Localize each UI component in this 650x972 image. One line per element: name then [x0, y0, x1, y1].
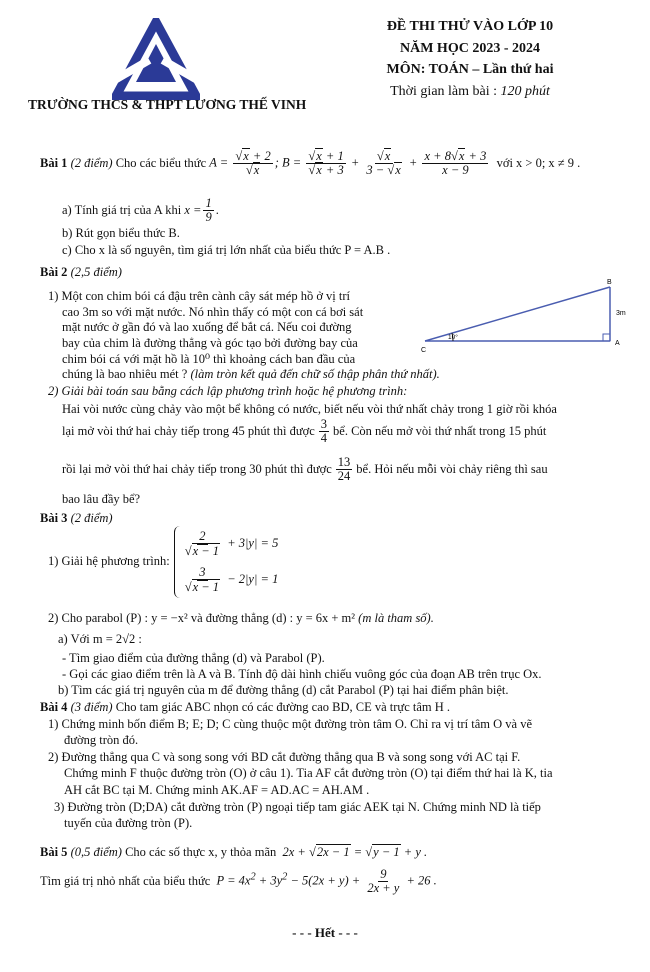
bai1-a-text: a) Tính giá trị của A khi — [62, 202, 182, 217]
bai2-p1-line4: bay của chim là đường thẳng và góc tạo bởi đường bay của — [62, 335, 358, 350]
bai4-heading — [40, 700, 450, 716]
bai2-p1-note: (làm tròn kết quả đến chữ số thập phân thứ nhất). — [190, 367, 440, 382]
bai3-p2-note: (m là tham số). — [358, 611, 434, 625]
bai2-p1-line2: cao 3m so với mặt nước. Nó nhìn thấy có một con cá bơi sát — [62, 304, 364, 319]
bai2-p1-line5: chim bói cá với mặt hồ là 10⁰ thì khoảng cách ban đầu của — [62, 351, 356, 366]
bai1-intro: Cho các biểu thức — [115, 155, 207, 170]
bai2-p2-line1: Hai vòi nước cùng chảy vào một bể không có nước, biết nếu vòi thứ nhất chảy trong 1 giờ rồi khóa — [62, 402, 557, 416]
bai5-line2 — [40, 868, 437, 895]
bai1-points: (2 điểm) — [70, 155, 113, 170]
bai2-points: (2,5 điểm) — [70, 265, 122, 279]
label-C: C — [421, 347, 427, 354]
bai4-p1-line2: đường tròn đó. — [64, 733, 139, 747]
bai3-points: (2 điểm) — [70, 511, 113, 525]
bai1-statement — [40, 150, 640, 177]
bai5-statement — [40, 845, 427, 861]
bai2-p2-line2a: lại mở vòi thứ hai chảy tiếp trong 45 phút thì được — [62, 423, 315, 438]
bai3-a2: - Gọi các giao điểm trên là A và B. Tính độ dài hình chiếu vuông góc của đoạn AB trên trục Ox. — [62, 667, 542, 681]
bai1-c: c) Cho x là số nguyên, tìm giá trị lớn nhất của biểu thức P = A.B . — [62, 243, 391, 257]
bai5-condition: 2x + √ 2x − 1 = √ y − 1 + y . — [283, 845, 428, 861]
bai2-heading — [40, 265, 122, 281]
bai4-p1-line1: 1) Chứng minh bốn điểm B; E; D; C cùng thuộc một đường tròn tâm O. Chỉ ra vị trí tâm O và vẽ — [48, 717, 532, 731]
bai5-intro: Cho các số thực x, y thỏa mãn — [125, 845, 277, 859]
bai3-p1-text: 1) Giải hệ phương trình: — [48, 554, 170, 569]
bai3-label: Bài 3 — [40, 511, 68, 525]
bai1-a: a) Tính giá trị của A khi x = $\frac{1}{9}$ . — [62, 196, 219, 225]
bai2-p1-line6 — [48, 367, 440, 383]
bai2-label: Bài 2 — [40, 265, 68, 279]
bai2-p2-line3: rồi lại mở vòi thứ hai chảy tiếp trong 30 phút thì được $\frac{13}{24}$ bể. Hỏi nếu mỗi vòi chảy riêng thì sau — [62, 455, 548, 484]
bai2-p2-line2b: bể. Còn nếu mở vòi thứ nhất trong 15 phút — [333, 423, 547, 438]
bai1-condition: với x > 0; x ≠ 9 . — [496, 155, 581, 170]
exam-title: ĐỀ THI THỬ VÀO LỚP 10 — [386, 19, 554, 34]
bai5-label: Bài 5 — [40, 845, 68, 859]
bai3-p2-text: 2) Cho parabol (P) : y = −x² và đường thẳng (d) : y = 6x + m² — [48, 611, 356, 625]
bai4-p3-line2: tuyến của đường tròn (P). — [64, 816, 193, 830]
bai4-points: (3 điểm) — [70, 700, 113, 714]
school-year: NĂM HỌC 2023 - 2024 — [400, 40, 540, 56]
bai2-p2-title: 2) Giải bài toán sau bằng cách lập phương trình hoặc hệ phương trình: — [48, 384, 408, 398]
school-name: TRƯỜNG THCS & THPT LƯƠNG THẾ VINH — [28, 97, 307, 112]
line-CB — [425, 287, 610, 341]
bai2-p1-question: chúng là bao nhiêu mét ? — [62, 367, 188, 382]
bai5-points: (0,5 điểm) — [70, 845, 122, 859]
bai3-part2 — [48, 611, 434, 627]
bai3-b: b) Tìm các giá trị nguyên của m để đường thẳng (d) cắt Parabol (P) tại hai điểm phân biệt. — [58, 683, 509, 697]
bai1-b: b) Rút gọn biểu thức B. — [62, 226, 180, 240]
bai2-p2-line3b: bể. Hỏi nếu mỗi vòi chảy riêng thì sau — [356, 461, 548, 476]
label-angle: 10° — [448, 334, 458, 341]
expr-A: A = √ x + 2 √ x ; B = √ x + 1 √ x + 3 + √ $\frac{x}{3 - √ x}$ + $\frac{x + 8√ x + 3}{x - 9}$ — [209, 150, 490, 177]
end-marker: - - - Hết - - - — [292, 925, 358, 940]
bai2-p2-line4: bao lâu đầy bể? — [62, 492, 141, 506]
bai3-a1: - Tìm giao điểm của đường thẳng (d) và Parabol (P). — [62, 651, 325, 665]
equation-system: 2 √ x − 1 + 3|y| = 5 3 √ x − 1 − 2|y| = 1 — [174, 526, 279, 598]
label-height: 3m — [616, 310, 626, 317]
bai2-part1 — [48, 289, 440, 383]
bai4-intro: Cho tam giác ABC nhọn có các đường cao BD, CE và trực tâm H . — [115, 700, 451, 714]
bai3-a: a) Với m = 2√2 : — [58, 632, 142, 646]
bai1-a-x: x = — [184, 202, 202, 217]
school-logo — [112, 18, 200, 100]
time-label: Thời gian làm bài : — [390, 83, 498, 99]
bai1-label: Bài 1 — [40, 155, 68, 170]
bai4-p2-line1: 2) Đường thẳng qua C và song song với BD cắt đường thẳng qua B và song song với AC tại F. — [48, 750, 521, 764]
time-limit — [340, 83, 600, 101]
bai3-part1 — [48, 526, 278, 598]
bai4-label: Bài 4 — [40, 700, 68, 714]
bai4-p2-line3: AH cắt BC tại M. Chứng minh AK.AF = AD.AC = AH.AM . — [64, 783, 370, 797]
bai3-heading — [40, 511, 113, 527]
triangle-figure — [415, 275, 635, 355]
bai2-p1-line1: 1) Một con chim bói cá đậu trên cành cây sát mép hồ ở vị trí — [48, 289, 351, 303]
exam-header — [340, 18, 600, 100]
label-B: B — [607, 279, 612, 286]
bai4-p2-line2: Chứng minh F thuộc đường tròn (O) ở câu 1). Tia AF cắt đường tròn (O) tại điểm thứ hai là K, tia — [64, 766, 553, 780]
bai2-p1-line3: mặt nước ở gần đó và lao xuống để bắt cá. Nếu coi đường — [62, 320, 352, 335]
label-A: A — [615, 340, 620, 347]
bai5-expression: $P = 4x^2 + 3y^2 - 5(2x + y)$ + $\frac{9}{2x + y}$ + 26 . — [216, 867, 437, 896]
bai2-p2-line3a: rồi lại mở vòi thứ hai chảy tiếp trong 30 phút thì được — [62, 461, 332, 476]
bai5-l2-text: Tìm giá trị nhỏ nhất của biểu thức — [40, 873, 211, 888]
bai2-p2-line2: lại mở vòi thứ hai chảy tiếp trong 45 phút thì được $\frac{3}{4}$ bể. Còn nếu mở vòi thứ nhất trong 15 phút — [62, 417, 547, 446]
subject: MÔN: TOÁN – Lần thứ hai — [386, 62, 554, 77]
bai4-p3-line1: 3) Đường tròn (D;DA) cắt đường tròn (P) ngoại tiếp tam giác AEK tại N. Chứng minh ND là tiếp — [54, 800, 541, 814]
time-value: 120 phút — [500, 83, 550, 99]
